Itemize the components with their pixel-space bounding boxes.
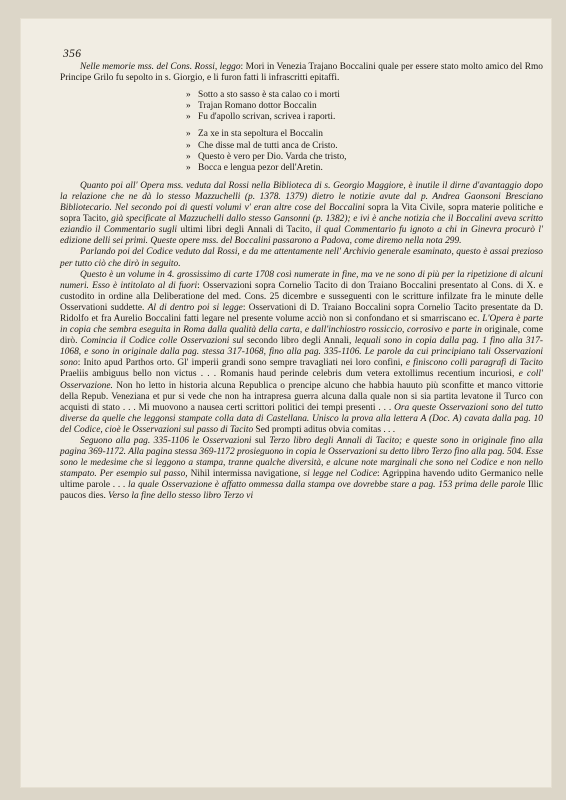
epitaph-1-line: » Fu d'apollo scrivan, scrivea i raporti. [186,112,336,123]
paragraph-opera-rossi: Quanto poi all' Opera mss. veduta dal Rossi nella Biblioteca di s. Georgio Maggiore, è inutile il dirne d'avantaggio dopo la relazione che ne dà lo stesso Mazzuchelli (p. 1378. 1379) dietro le notizie avute dal p. Andrea Gaonsoni Bresciano Bibliotecario. Nel secondo poi di questi volumi v' eran altre cose del Boccalini sopra la Vita Civile, sopra materie politiche e sopra Tacito, già specificate al Mazzuchelli dallo stesso Gansonni (p. 1382); e ivi è anche notizia che il Boccalini aveva scritto eziandio il Commentario sugli ultimi libri degli Annali di Tacito, il qual Commentario fu ignoto a chi in Ginevra procurò l' edizione delli sei primi. Queste opere mss. del Boccalini passarono a Padova, come diremo nella nota 299. [60,180,543,247]
paragraph-volume: Questo è un volume in 4. grossissimo di carte 1708 così numerate in fine, ma ve ne sono di più per la ripetizione di alcuni numeri. Esso è intitolato al di fuori: Osservazioni sopra Cornelio Tacito di don Traiano Boccalini presentato al Cons. di X. e custodito in ordine alla Deliberatione del med. Cons. 25 dicembre e susseguenti con le scritture infilzate fra le minute delle Osservationi suddette. Al di dentro poi si legge: Osservationi di D. Traiano Boccalini sopra Cornelio Tacito presentate da D. Ridolfo et fra Aurelio Boccalini fatti legare nel presente volume acciò non si confondano et si smarriscano ec. L'Opera è parte in copia che sembra eseguita in Roma dalla qualità della carta, e dall'inchiostro rossiccio, corrosivo e parte in originale, come dirò. Comincia il Codice colle Osservazioni sul secondo libro degli Annali, lequali sono in copia dalla pag. 1 fino alla 317-1068, e sono in originale dalla pag. stessa 317-1068, fino alla pag. 335-1106. Le parole da cui principiano tali Osservazioni sono: Inito apud Parthos orto. Gl' imperii grandi sono sempre travagliati nei loro confini, e finiscono colli paragrafi di Tacito Praeliis ambiguus bello non victus . . . Romanis haud perinde celebris dum vetera extollimus recentium incuriosi, e coll' Osservazione. Non ho letto in historia alcuna Republica o prencipe alcuno che habbia hauuto più sconfitte et manco vittorie della Repub. Veneziana et pur si vede che non ha intrapresa guerra alcuna dalla quale non si sia partita levatone il Turco con acquisti di stato . . . Mi muovono a nausea certi scrittori politici dei tempi presenti . . . Ora queste Osservazioni sono del tutto diverse da quelle che leggonsi stampate colla data di Castellana. Unisco la prova alla lettera A (Doc. A) cavata dalla pag. 10 del Codice, cioè le Osservazioni sul passo di Tacito Sed prompti aditus obvia comitas . . . [60,269,544,435]
paragraph-codice: Parlando poi del Codice veduto dal Rossi, e da me attentamente nell' Archivio generale esaminato, questo è assai prezioso per tutto ciò che dirò in seguito. [60,247,543,269]
page-body [60,48,543,503]
intro-source: Nelle memorie mss. del Cons. Rossi, leggo [80,62,241,72]
epitaph-1-line: » Trajan Romano dottor Boccalin [186,101,317,112]
epitaph-2-line: » Za xe in sta sepoltura el Boccalin [186,129,323,140]
epitaph-2 [186,129,543,173]
epitaph-2-line: » Che disse mal de tutti anca de Cristo. [186,140,338,151]
book-page [20,18,552,788]
epitaph-1-line: » Sotto a sto sasso è sta calao co i morti [186,90,340,101]
page-number: 356 [63,48,82,60]
intro-paragraph [60,62,543,84]
epitaph-1 [186,90,543,123]
epitaph-2-line: » Bocca e lengua pezor dell'Aretin. [186,162,323,173]
intro-text: : Mori in Venezia Trajano Boccalini quale per essere stato molto amico del Rmo Principe Grilo fu sepolto in s. Giorgio, e li furon fatti li infrascritti epitaffi. [60,62,543,84]
paragraph-terzo-libro: Seguono alla pag. 335-1106 le Osservazioni sul Terzo libro degli Annali di Tacito; e queste sono in originale fino alla pagina 369-1172. Alla pagina stessa 369-1172 prosieguono in copia le Osservazioni su detto libro Terzo fino alla pag. 504. Esse sono le medesime che si leggono a stampa, tranne qualche diversità, e alcune note marginali che sono nel Codice e non nello stampato. Per esempio sul passo, Nihil intermissa navigatione, si legge nel Codice: Agrippina havendo udito Germanico nelle ultime parole . . . la quale Osservazione è affatto ommessa dalla stampa ove dovrebbe stare a pag. 153 prima delle parole Illic paucos dies. Verso la fine dello stesso libro Terzo vi [60,436,543,502]
epitaph-2-line: » Questo è vero per Dio. Varda che tristo, [186,151,347,162]
